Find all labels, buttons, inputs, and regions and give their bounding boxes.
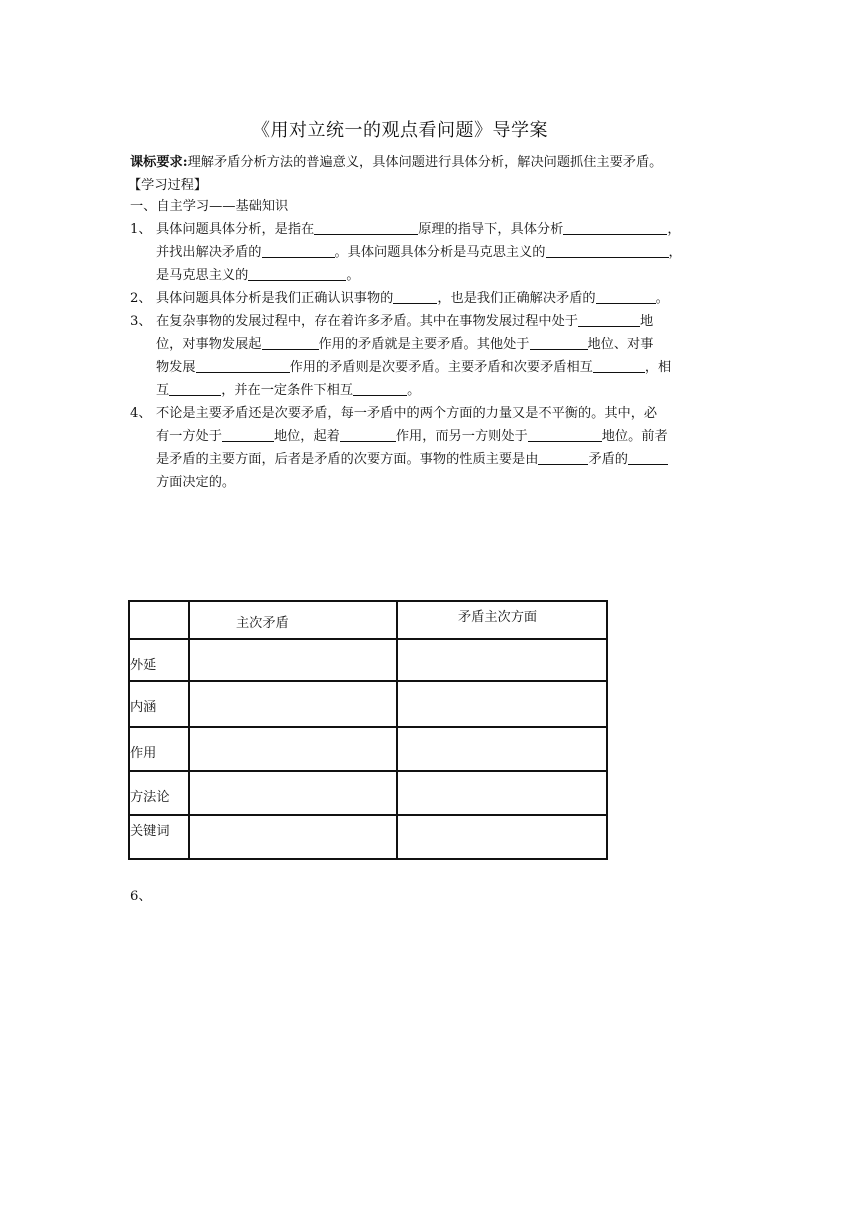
- table-cell[interactable]: [189, 639, 397, 681]
- item-number: 3、: [130, 314, 152, 329]
- blank-field[interactable]: [262, 334, 319, 350]
- section-heading: 一、自主学习——基础知识: [130, 199, 289, 214]
- table-header-row: [129, 601, 607, 639]
- item-3-line-1: 3、 在复杂事物的发展过程中，存在着许多矛盾。其中在事物发展过程中处于 地: [130, 310, 730, 333]
- item-3-line-4: 互 ，并在一定条件下相互 。: [156, 379, 730, 402]
- table-row: [129, 815, 607, 859]
- blank-field[interactable]: [563, 219, 667, 235]
- requirement-text: 理解矛盾分析方法的普遍意义，具体问题进行具体分析，解决问题抓住主要矛盾。: [187, 155, 663, 170]
- table-cell[interactable]: [189, 727, 397, 771]
- table-cell[interactable]: [397, 639, 607, 681]
- table-header-cell: 主次矛盾: [189, 601, 397, 639]
- table-cell[interactable]: [189, 815, 397, 859]
- blank-field[interactable]: [314, 219, 418, 235]
- blank-field[interactable]: [538, 449, 588, 465]
- blank-field[interactable]: [353, 380, 407, 396]
- requirement-label: 课标要求:: [130, 155, 188, 170]
- item-3-line-3: 物发展 作用的矛盾则是次要矛盾。主要矛盾和次要矛盾相互 ，相: [156, 356, 730, 379]
- row-label: 关键词: [129, 815, 189, 859]
- page-title: 《用对立统一的观点看问题》导学案: [252, 120, 548, 141]
- item-4-line-2: 有一方处于 地位，起着 作用，而另一方则处于 地位。前者: [156, 425, 730, 448]
- blank-field[interactable]: [628, 449, 668, 465]
- item-6-number: 6、: [130, 889, 152, 904]
- blank-field[interactable]: [546, 242, 669, 258]
- row-label: 外延: [129, 639, 189, 681]
- blank-field[interactable]: [262, 242, 335, 258]
- table-cell[interactable]: [189, 681, 397, 727]
- item-number: 1、: [130, 222, 152, 237]
- blank-field[interactable]: [196, 357, 290, 373]
- item-3-line-2: 位，对事物发展起 作用的矛盾就是主要矛盾。其他处于 地位、对事: [156, 333, 730, 356]
- table-row: [129, 681, 607, 727]
- table-cell[interactable]: [397, 681, 607, 727]
- item-4-line-3: 是矛盾的主要方面，后者是矛盾的次要方面。事物的性质主要是由 矛盾的: [156, 448, 730, 471]
- item-number: 4、: [130, 406, 152, 421]
- item-4-line-1: 4、 不论是主要矛盾还是次要矛盾，每一矛盾中的两个方面的力量又是不平衡的。其中，必: [130, 402, 730, 425]
- table-row: [129, 639, 607, 681]
- item-1-line-3: 是马克思主义的 。: [156, 264, 730, 287]
- blank-field[interactable]: [393, 288, 437, 304]
- requirement-line: [130, 151, 730, 174]
- blank-field[interactable]: [169, 380, 221, 396]
- item-4-line-4: 方面决定的。: [156, 475, 236, 490]
- table-header-cell: 矛盾主次方面: [397, 601, 607, 639]
- row-label: 作用: [129, 727, 189, 771]
- blank-field[interactable]: [578, 311, 640, 327]
- table-cell[interactable]: [397, 815, 607, 859]
- blank-field[interactable]: [596, 288, 656, 304]
- process-heading: 【学习过程】: [128, 178, 208, 193]
- row-label: 内涵: [129, 681, 189, 727]
- table-cell[interactable]: [397, 771, 607, 815]
- blank-field[interactable]: [593, 357, 645, 373]
- table-corner-cell: [129, 601, 189, 639]
- blank-field[interactable]: [222, 426, 274, 442]
- table-row: [129, 771, 607, 815]
- table-row: [129, 727, 607, 771]
- blank-field[interactable]: [248, 265, 346, 281]
- item-number: 2、: [130, 291, 152, 306]
- table-cell[interactable]: [397, 727, 607, 771]
- row-label: 方法论: [129, 771, 189, 815]
- item-1-line-2: 并找出解决矛盾的 。具体问题具体分析是马克思主义的 ，: [156, 241, 730, 264]
- blank-field[interactable]: [528, 426, 602, 442]
- comparison-table: [128, 600, 608, 860]
- table-cell[interactable]: [189, 771, 397, 815]
- item-1-line-1: 1、 具体问题具体分析，是指在 原理的指导下，具体分析 ，: [130, 218, 730, 241]
- blank-field[interactable]: [530, 334, 588, 350]
- item-2-line-1: 2、 具体问题具体分析是我们正确认识事物的 ，也是我们正确解决矛盾的 。: [130, 287, 730, 310]
- blank-field[interactable]: [340, 426, 396, 442]
